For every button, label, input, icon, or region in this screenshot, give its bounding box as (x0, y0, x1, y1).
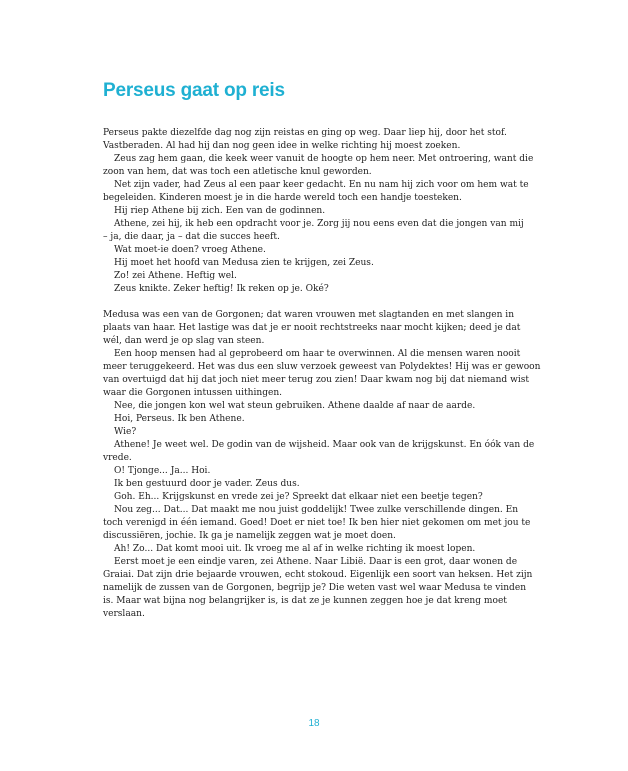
paragraph (103, 543, 533, 556)
text-line: Nou zeg... Dat... Dat maakt me nou juist goddelijk! Twee zulke verschillende dingen. En (114, 505, 519, 515)
text-line: Zeus zag hem gaan, die keek weer vanuit de hoogte op hem neer. Met ontroering, want die (114, 154, 534, 164)
text-line: meer teruggekeerd. Het was dus een sluw verzoek geweest van Polydektes! Hij was er gewoon (103, 362, 541, 372)
text-line: Athene, zei hij, ik heb een opdracht voor je. Zorg jij nou eens even dat die jongen van mij (114, 219, 524, 229)
text-line: van overtuigd dat hij dat joch niet meer terug zou zien! Daar kwam nog bij dat niemand wist (103, 375, 529, 385)
text-line: discussiëren, jochie. Ik ga je namelijk zeggen wat je moet doen. (103, 531, 396, 541)
text-line: Wie? (114, 427, 137, 437)
text-line: – ja, die daar, ja – dat die succes heeft. (103, 232, 280, 242)
text-line: Net zijn vader, had Zeus al een paar keer gedacht. En nu nam hij zich voor om hem wat te (114, 180, 529, 190)
paragraph (103, 205, 533, 218)
paragraph (103, 283, 533, 296)
paragraph (103, 478, 533, 491)
text-line: toch verenigd in één iemand. Goed! Doet er niet toe! Ik ben hier niet gekomen om met jou te (103, 518, 531, 528)
text-line: begeleiden. Kinderen moest je in die harde wereld toch een handje toesteken. (103, 193, 462, 203)
text-line: Vastberaden. Al had hij dan nog geen idee in welke richting hij moest zoeken. (103, 141, 461, 151)
text-line: Zo! zei Athene. Heftig wel. (114, 271, 237, 281)
text-line: Hij riep Athene bij zich. Een van de godinnen. (114, 206, 326, 216)
paragraph (103, 426, 533, 439)
paragraph (103, 244, 533, 257)
text-line: Hoi, Perseus. Ik ben Athene. (114, 414, 245, 424)
section-break (103, 296, 533, 309)
text-line: is. Maar wat bijna nog belangrijker is, is dat ze je kunnen zeggen hoe je dat kreng moet (103, 596, 507, 606)
paragraph (103, 179, 533, 205)
text-line: Athene! Je weet wel. De godin van de wijsheid. Maar ook van de krijgskunst. En óók van de (114, 440, 535, 450)
text-line: Eerst moet je een eindje varen, zei Athene. Naar Libië. Daar is een grot, daar wonen de (114, 557, 518, 567)
text-line: O! Tjonge... Ja... Hoi. (114, 466, 211, 476)
chapter-text (103, 127, 541, 621)
paragraph (103, 153, 533, 179)
paragraph (103, 439, 533, 465)
paragraph (103, 218, 533, 244)
text-line: plaats van haar. Het lastige was dat je er nooit rechtstreeks naar mocht kijken; deed je dat (103, 323, 521, 333)
chapter-title: Perseus gaat op reis (103, 80, 285, 101)
text-line: Wat moet-ie doen? vroeg Athene. (114, 245, 266, 255)
text-line: verslaan. (103, 609, 145, 619)
paragraph (103, 257, 533, 270)
paragraph (103, 556, 533, 621)
text-line: Medusa was een van de Gorgonen; dat waren vrouwen met slagtanden en met slangen in (103, 310, 515, 320)
text-line: vrede. (103, 453, 132, 463)
paragraph (103, 504, 533, 543)
page-number: 18 (308, 718, 320, 729)
paragraph (103, 400, 533, 413)
paragraph (103, 127, 533, 153)
paragraph (103, 309, 533, 348)
paragraph (103, 465, 533, 478)
text-line: Hij moet het hoofd van Medusa zien te krijgen, zei Zeus. (114, 258, 374, 268)
text-line: Ah! Zo... Dat komt mooi uit. Ik vroeg me al af in welke richting ik moest lopen. (114, 544, 476, 554)
text-line: waar die Gorgonen intussen uithingen. (103, 388, 283, 398)
paragraph (103, 413, 533, 426)
text-line: wél, dan werd je op slag van steen. (103, 336, 265, 346)
text-line: Graiai. Dat zijn drie bejaarde vrouwen, echt stokoud. Eigenlijk een soort van heksen. Het zijn (103, 570, 533, 580)
paragraph (103, 348, 541, 400)
paragraph (103, 491, 533, 504)
text-line: Perseus pakte diezelfde dag nog zijn reistas en ging op weg. Daar liep hij, door het stof. (103, 128, 507, 138)
text-line: namelijk de zussen van de Gorgonen, begrijp je? Die weten vast wel waar Medusa te vinden (103, 583, 527, 593)
text-line: Een hoop mensen had al geprobeerd om haar te overwinnen. Al die mensen waren nooit (114, 349, 521, 359)
text-line: Nee, die jongen kon wel wat steun gebruiken. Athene daalde af naar de aarde. (114, 401, 476, 411)
text-line: zoon van hem, dat was toch een atletische knul geworden. (103, 167, 372, 177)
text-line: Ik ben gestuurd door je vader. Zeus dus. (114, 479, 300, 489)
paragraph (103, 270, 533, 283)
text-line: Zeus knikte. Zeker heftig! Ik reken op je. Oké? (114, 284, 329, 294)
text-line: Goh. Eh... Krijgskunst en vrede zei je? Spreekt dat elkaar niet een beetje tegen? (114, 492, 483, 502)
